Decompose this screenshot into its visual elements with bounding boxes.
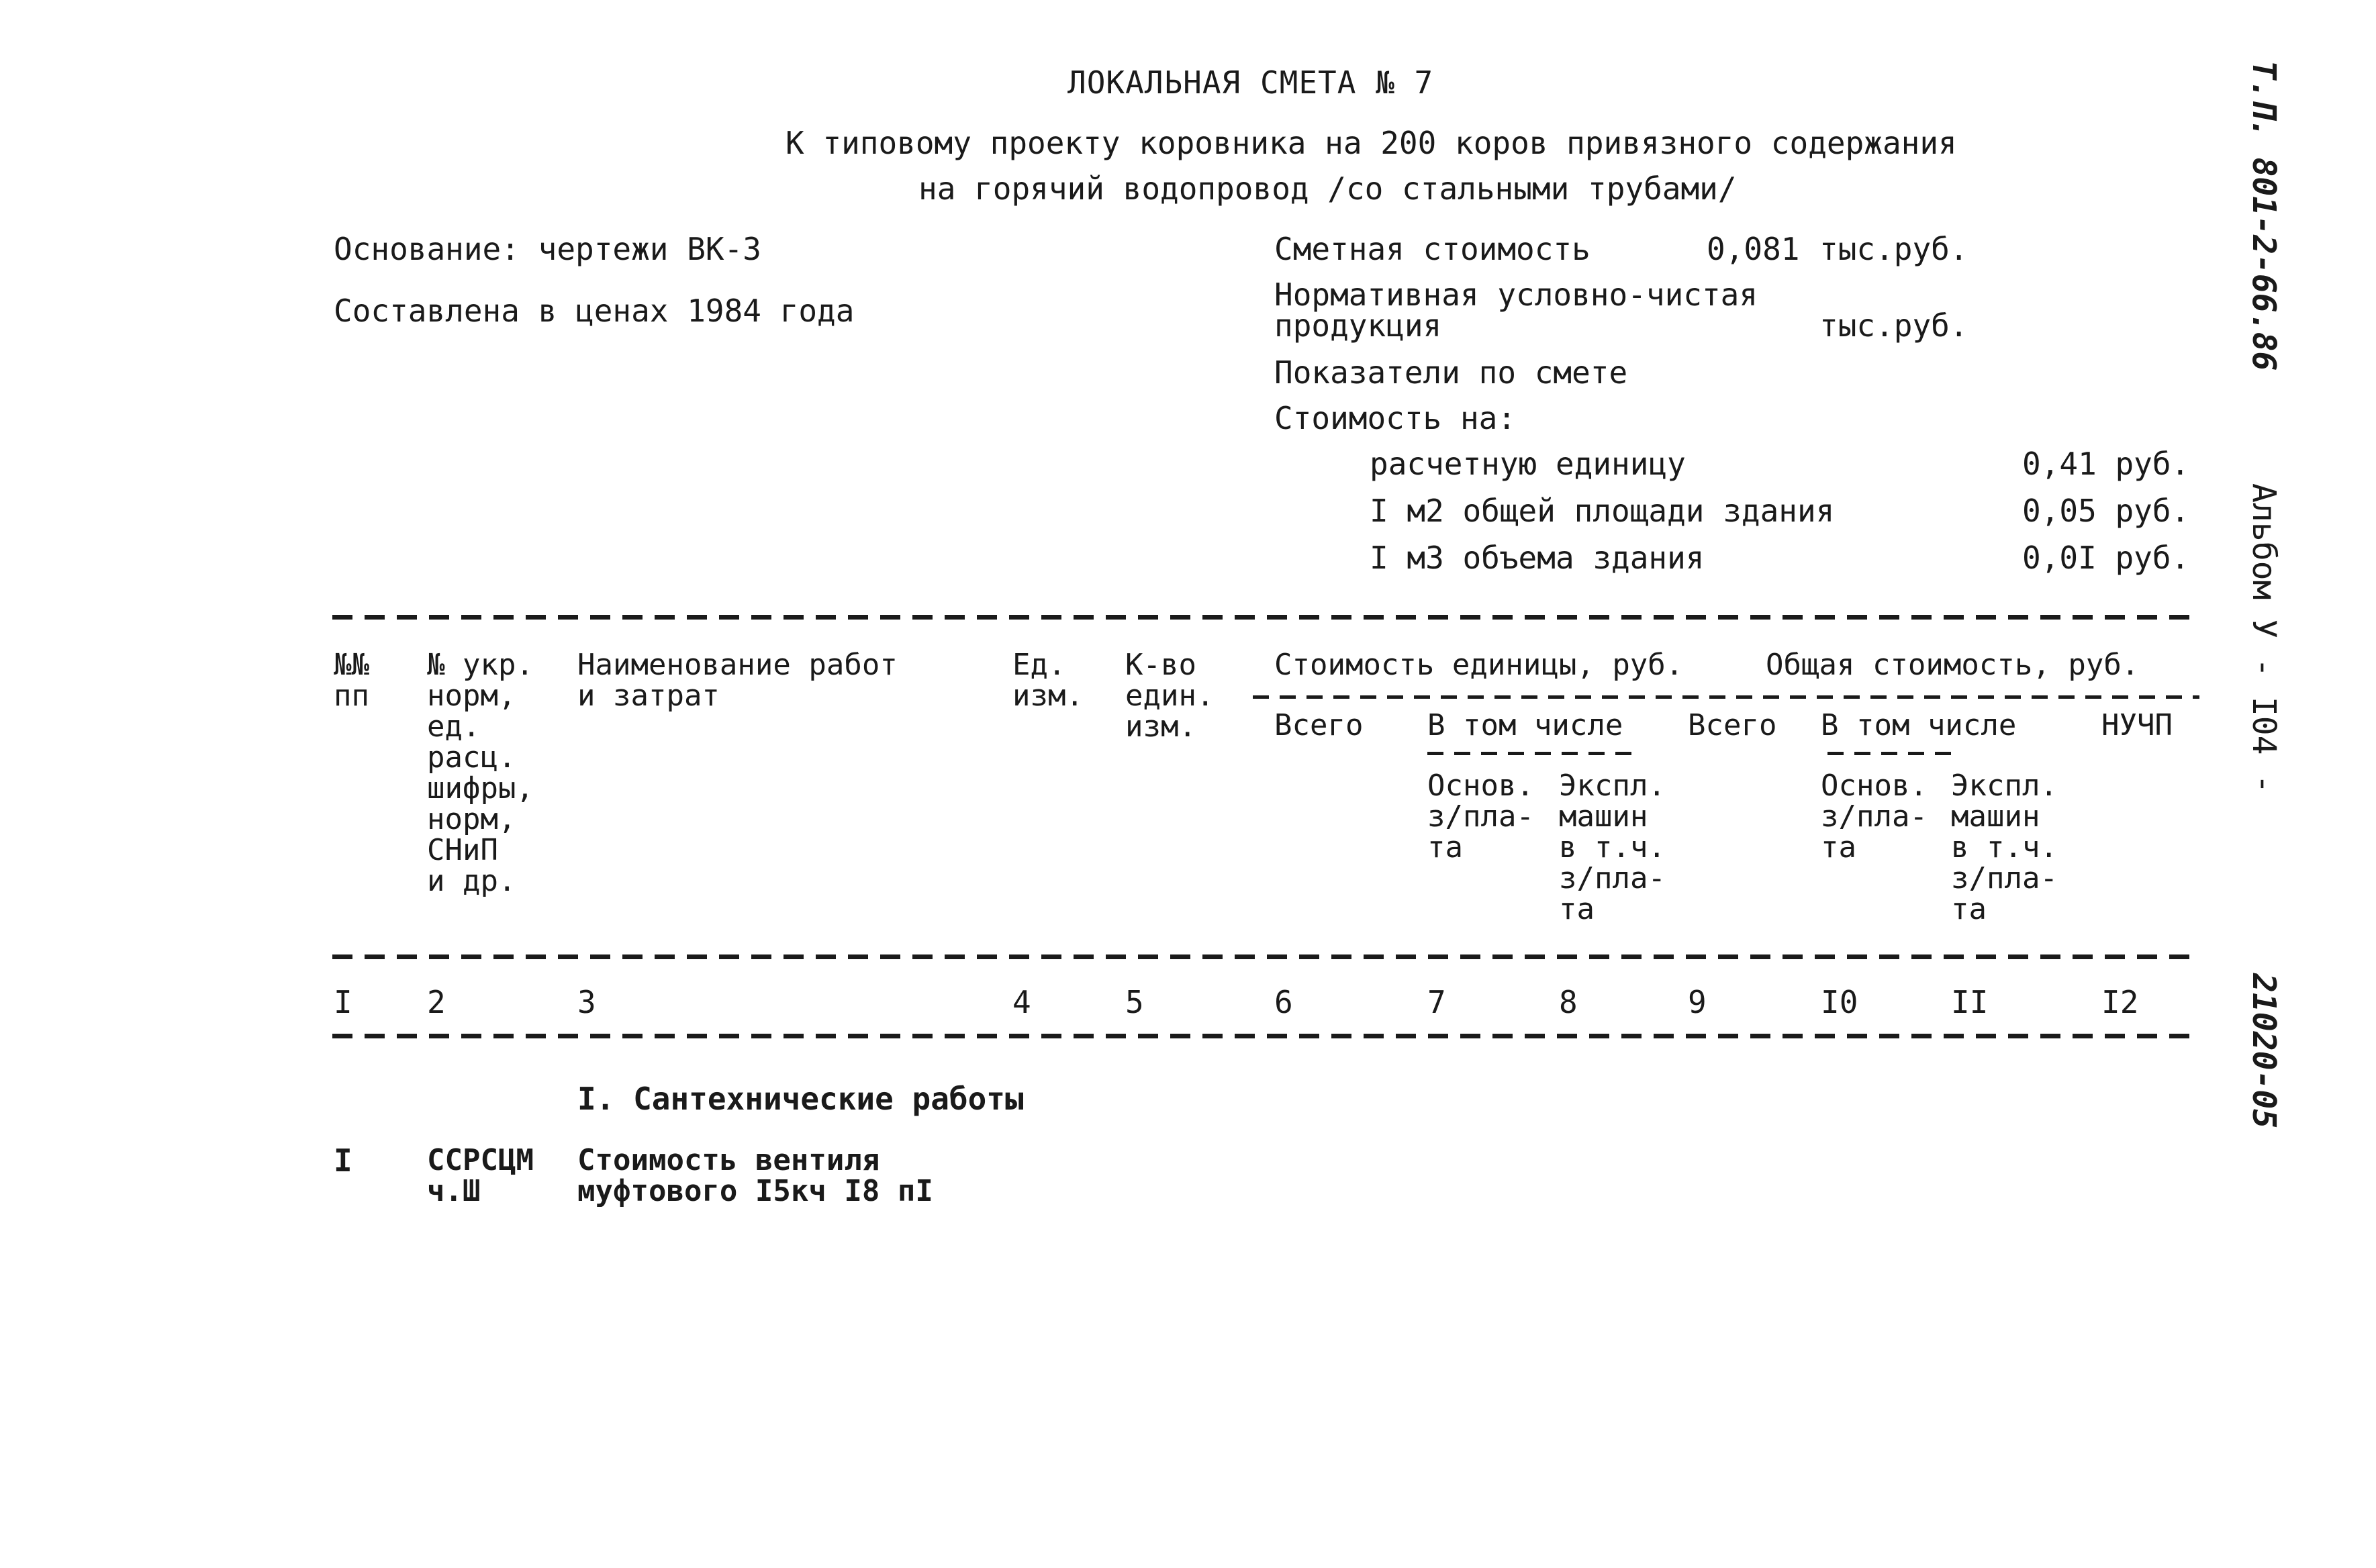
col-number-1: I xyxy=(334,984,352,1020)
col-header-unit-total: Всего xyxy=(1274,708,1364,742)
col-header-unit-cost: Стоимость единицы, руб. xyxy=(1274,648,1684,682)
document-subtitle-1: К типовому проекту коровника на 200 коров привязного содержания xyxy=(786,125,1957,161)
col-number-8: 8 xyxy=(1559,984,1578,1020)
indicator-label-1: расчетную единицу xyxy=(1370,446,1686,482)
col-header-quantity: К-во един. изм. xyxy=(1125,648,1215,744)
col-header-total-cost: Общая стоимость, руб. xyxy=(1766,648,2140,682)
side-album: Альбом У - I04 - xyxy=(2245,483,2283,794)
col-header-grand-including: В том числе xyxy=(1821,708,2017,742)
col-number-3: 3 xyxy=(577,984,596,1020)
indicator-value-2: 0,05 руб. xyxy=(2022,493,2190,529)
item-number: I xyxy=(334,1142,352,1179)
prices-text: Составлена в ценах 1984 года xyxy=(334,293,855,329)
col-header-code: № укр. норм, ед. расц. шифры, норм, СНиП и др. xyxy=(427,648,534,898)
grand-including-rule xyxy=(1827,752,1962,755)
cost-label: Сметная стоимость xyxy=(1274,231,1590,267)
col-number-4: 4 xyxy=(1012,984,1031,1020)
indicator-value-3: 0,0I руб. xyxy=(2022,540,2190,576)
document-subtitle-2: на горячий водопровод /со стальными трубами/ xyxy=(918,170,1737,207)
col-header-unit-including: В том числе xyxy=(1427,708,1623,742)
cost-value: 0,081 xyxy=(1707,231,1800,267)
col-header-name: Наименование работ и затрат xyxy=(577,648,898,713)
item-name: Стоимость вентиля муфтового I5кч I8 пI xyxy=(577,1143,933,1208)
col-header-nuchp: НУЧП xyxy=(2101,708,2173,742)
col-number-6: 6 xyxy=(1274,984,1293,1020)
indicators-label: Показатели по смете xyxy=(1274,354,1628,391)
col-header-unit: Ед. изм. xyxy=(1012,648,1084,713)
indicator-value-1: 0,41 руб. xyxy=(2022,446,2190,482)
header-bottom-rule xyxy=(332,954,2199,959)
numbers-bottom-rule xyxy=(332,1034,2199,1038)
document-title: ЛОКАЛЬНАЯ СМЕТА № 7 xyxy=(1067,64,1434,101)
norm-unit: тыс.руб. xyxy=(1819,307,1968,344)
col-header-grand-machines: Экспл. машин в т.ч. з/пла- та xyxy=(1951,769,2058,926)
col-header-unit-machines: Экспл. машин в т.ч. з/пла- та xyxy=(1559,769,1666,926)
indicator-label-3: I м3 объема здания xyxy=(1370,540,1705,576)
table-top-rule xyxy=(332,615,2199,620)
col-number-9: 9 xyxy=(1688,984,1707,1020)
header-sub-rule xyxy=(1253,695,2199,699)
side-project-code: Т.П. 801-2-66.86 xyxy=(2245,60,2283,371)
norm-label-1: Нормативная условно-чистая xyxy=(1274,277,1758,313)
cost-unit: тыс.руб. xyxy=(1819,231,1968,267)
col-number-12: I2 xyxy=(2101,984,2139,1020)
col-number-11: II xyxy=(1951,984,1989,1020)
col-header-grand-wages: Основ. з/пла- та xyxy=(1821,769,1928,865)
col-header-number: №№ пп xyxy=(334,648,369,713)
col-header-grand-total: Всего xyxy=(1688,708,1777,742)
col-number-2: 2 xyxy=(427,984,446,1020)
norm-label-2: продукция xyxy=(1274,307,1442,344)
unit-including-rule xyxy=(1427,752,1635,755)
side-sheet-number: 21020-05 xyxy=(2245,973,2283,1129)
col-number-7: 7 xyxy=(1427,984,1446,1020)
section-title: I. Сантехнические работы xyxy=(577,1081,1024,1117)
indicator-label-2: I м2 общей площади здания xyxy=(1370,493,1835,529)
item-code: ССРСЦМ ч.Ш xyxy=(427,1143,534,1208)
basis-text: Основание: чертежи ВК-3 xyxy=(334,231,761,267)
col-header-unit-wages: Основ. з/пла- та xyxy=(1427,769,1534,865)
cost-per-label: Стоимость на: xyxy=(1274,400,1517,436)
col-number-5: 5 xyxy=(1125,984,1144,1020)
col-number-10: I0 xyxy=(1821,984,1858,1020)
